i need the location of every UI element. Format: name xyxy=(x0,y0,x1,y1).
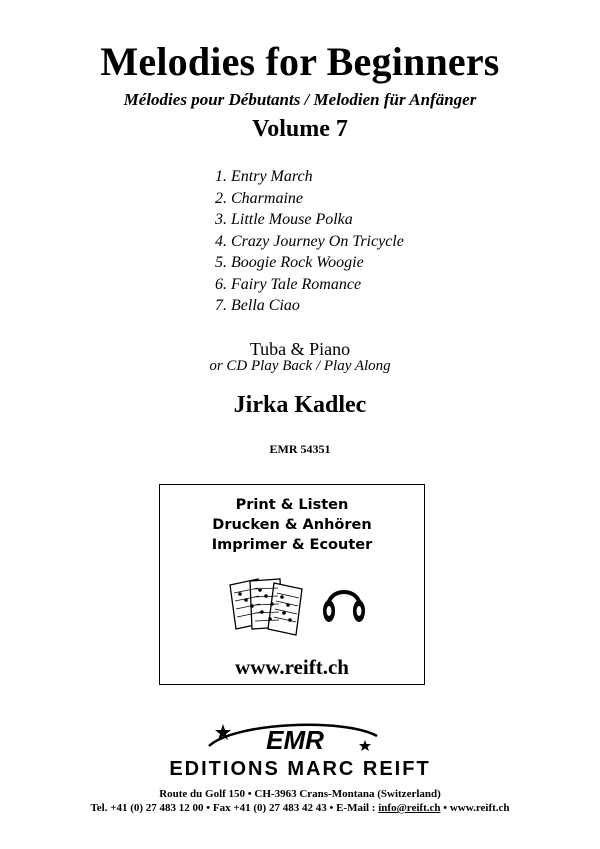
track-item: 2. Charmaine xyxy=(215,189,303,207)
track-item: 3. Little Mouse Polka xyxy=(215,211,353,228)
track-item: 1. Entry March xyxy=(215,168,313,185)
headphones-icon xyxy=(320,577,368,629)
playback-note: or CD Play Back / Play Along xyxy=(209,358,391,374)
emr-logo xyxy=(205,716,385,758)
sheet-music-icon xyxy=(226,575,312,637)
emr-logo-text: EMR xyxy=(266,725,324,755)
website-url[interactable]: www.reift.ch xyxy=(235,655,349,679)
track-item: 4. Crazy Journey On Tricycle xyxy=(215,232,404,250)
track-item: 5. Boogie Rock Woogie xyxy=(215,254,364,271)
composer-name: Jirka Kadlec xyxy=(233,392,367,418)
promo-line-french: Imprimer & Ecouter xyxy=(211,537,373,553)
contact-website: • www.reift.ch xyxy=(440,802,510,814)
print-listen-box xyxy=(159,484,425,685)
volume-label: Volume 7 xyxy=(252,116,348,142)
promo-line-german: Drucken & Anhören xyxy=(212,517,372,533)
instrumentation: Tuba & Piano xyxy=(249,339,351,359)
publisher-name: EDITIONS MARC REIFT xyxy=(169,758,431,780)
publisher-address: Route du Golf 150 • CH-3963 Crans-Montana (Switzerland) xyxy=(159,788,441,800)
page-title: Melodies for Beginners xyxy=(100,39,500,84)
catalog-number: EMR 54351 xyxy=(269,442,331,456)
publisher-contact xyxy=(0,802,600,814)
promo-line-english: Print & Listen xyxy=(235,497,349,513)
track-item: 7. Bella Ciao xyxy=(215,297,300,314)
subtitle: Mélodies pour Débutants / Melodien für Anfänger xyxy=(123,90,477,109)
email-link[interactable]: info@reift.ch xyxy=(378,802,441,814)
track-list xyxy=(215,166,404,317)
track-item: 6. Fairy Tale Romance xyxy=(215,275,362,293)
contact-phone-fax: Tel. +41 (0) 27 483 12 00 • Fax +41 (0) 27 483 42 43 • E-Mail : xyxy=(90,802,379,814)
